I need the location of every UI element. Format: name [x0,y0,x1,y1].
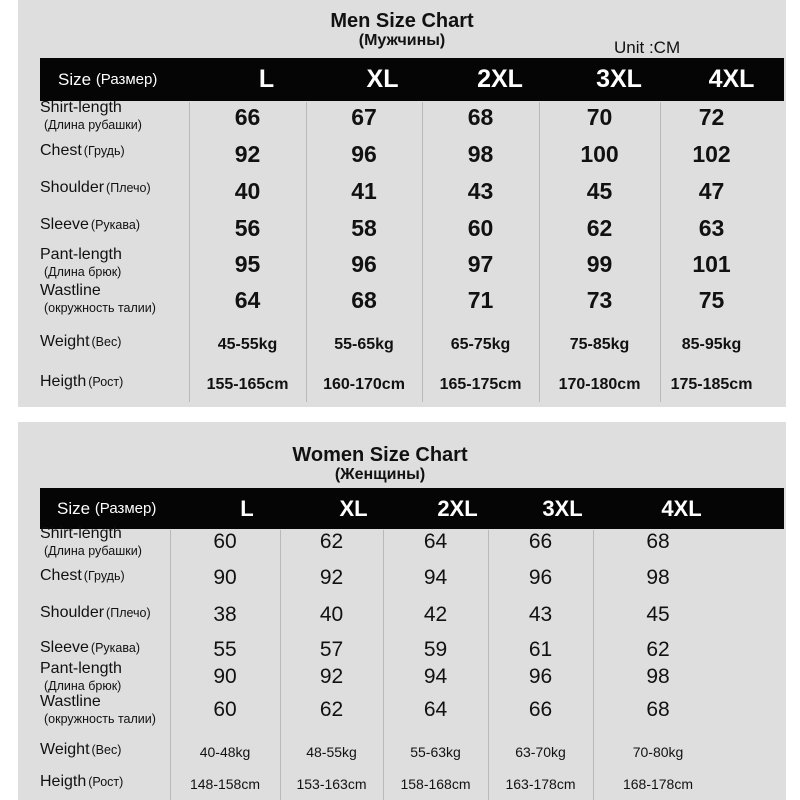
women-table-cell: 98 [646,566,670,589]
men-size-3xl: 3XL [596,65,642,93]
women-row-label [40,694,156,728]
men-row-label-ru: (Длина брюк) [44,264,122,279]
women-size-label: Size [57,498,91,518]
women-header-row [40,488,784,529]
men-row-label-ru: (Рост) [88,375,124,389]
women-table-cell: 62 [646,638,670,661]
men-table-cell: 62 [586,215,613,241]
men-table-cell: 56 [234,215,261,241]
men-row-label-ru: (Плечо) [106,181,151,195]
women-table-cell: 64 [423,698,448,721]
women-size-xl: XL [339,495,368,521]
women-table-cell: 60 [213,698,237,721]
men-table-cell: 65-75kg [450,336,511,353]
men-size-4xl: 4XL [708,65,755,93]
women-table-cell: 70-80kg [632,744,684,760]
women-table-cell: 63-70kg [515,744,566,760]
men-table-cell: 43 [467,178,494,204]
women-table-cell: 42 [423,603,448,626]
women-row-label [40,774,123,791]
men-table-cell: 155-165cm [206,376,289,393]
women-row-label-en: Chest [40,567,82,584]
men-size-label: Size [58,69,92,89]
women-size-2xl: 2XL [437,495,478,521]
women-row-label-en: Shirt-length [40,525,122,542]
men-table-cell: 40 [234,178,261,204]
women-table-cell: 168-178cm [622,776,694,792]
men-table-cell: 63 [698,215,725,241]
men-table-cell: 71 [467,287,494,313]
men-table-cell: 96 [351,251,377,277]
men-table-cell: 102 [692,141,731,167]
women-table-cell: 55 [213,638,237,661]
men-row-label-ru: (Грудь) [83,144,125,158]
men-table-cell: 41 [351,178,377,204]
women-table-cell: 98 [646,665,670,688]
men-row-label-en: Shirt-length [40,99,122,116]
men-row-label-ru: (Длина рубашки) [44,117,142,132]
women-table-cell: 92 [319,566,344,589]
men-table-cell: 64 [234,287,261,313]
women-row-label [40,742,121,759]
men-row-label-ru: (Вес) [91,335,122,349]
men-table-cell: 55-65kg [334,336,394,353]
women-row-label-ru: (Длина брюк) [44,678,122,693]
men-table-cell: 95 [234,251,261,277]
men-size-xl: XL [366,65,399,93]
women-table-cell: 92 [319,665,344,688]
men-row-label [40,143,125,160]
men-row-label-en: Wastline [40,282,101,299]
men-table-cell: 99 [586,251,613,277]
women-row-label [40,526,142,560]
men-row-label [40,247,122,281]
men-table-cell: 85-95kg [681,336,742,353]
men-row-label [40,100,142,134]
women-table-cell: 158-168cm [400,776,471,792]
women-size-3xl: 3XL [542,495,583,521]
men-table-cell: 73 [586,287,613,313]
men-row-label-en: Weight [40,333,90,350]
women-row-label-en: Weight [40,741,90,758]
men-table-cell: 66 [234,104,261,130]
men-row-label [40,217,140,234]
women-table-cell: 38 [213,603,237,626]
women-table-cell: 45 [646,603,670,626]
men-row-label-en: Chest [40,142,82,159]
men-table-cell: 67 [351,104,377,130]
men-table-cell: 97 [467,251,494,277]
men-row-label-en: Sleeve [40,216,89,233]
men-table-cell: 101 [692,251,731,277]
men-row-label-en: Shoulder [40,179,105,196]
men-size-label-ru: (Размер) [95,71,158,88]
men-table-cell: 175-185cm [670,376,753,393]
men-table-cell: 45 [586,178,613,204]
women-table-cell: 40 [319,603,344,626]
men-header-row [40,58,784,101]
women-row-label-en: Sleeve [40,639,89,656]
men-table-cell: 75 [698,287,725,313]
women-row-label-ru: (Грудь) [83,569,125,583]
women-table-cell: 90 [213,665,237,688]
men-row-label-en: Heigth [40,373,87,390]
women-table-cell: 153-163cm [296,776,367,792]
men-table-cell: 170-180cm [558,376,641,393]
women-table-cell: 60 [213,530,237,553]
women-table-cell: 68 [646,530,670,553]
women-table-cell: 163-178cm [505,776,576,792]
women-row-label-en: Wastline [40,693,101,710]
men-table-cell: 100 [580,141,619,167]
women-table-cell: 96 [528,566,553,589]
men-table-cell: 160-170cm [323,376,405,393]
women-size-header [57,488,156,529]
women-row-label-en: Heigth [40,773,87,790]
men-table-cell: 92 [234,141,261,167]
men-chart-subtitle: (Мужчины) [358,32,446,49]
men-size-header [58,58,157,101]
men-table-cell: 72 [698,104,725,130]
women-row-label [40,568,125,585]
women-table-cell: 43 [528,603,553,626]
women-chart-subtitle: (Женщины) [334,466,426,483]
women-table-cell: 66 [528,698,553,721]
men-table-cell: 96 [351,141,377,167]
men-table-cell: 60 [467,215,494,241]
men-table-cell: 47 [698,178,725,204]
women-row-label-en: Shoulder [40,604,105,621]
women-table-cell: 62 [319,530,344,553]
men-table-cell: 70 [586,104,613,130]
women-row-label [40,605,151,622]
men-row-label-ru: (окружность талии) [44,300,156,315]
women-chart-title: Women Size Chart [292,444,468,466]
men-size-l: L [258,65,275,93]
women-table-cell: 61 [528,638,553,661]
men-table-cell: 98 [467,141,494,167]
women-size-4xl: 4XL [661,495,702,521]
men-size-chart-panel [18,0,786,407]
women-table-cell: 90 [213,566,237,589]
men-row-label [40,283,156,317]
women-row-label-ru: (Рукава) [90,641,140,655]
women-table-cell: 96 [528,665,553,688]
women-table-cell: 62 [319,698,344,721]
men-unit-label: Unit :CM [614,38,681,57]
men-size-2xl: 2XL [477,65,523,93]
women-table-cell: 94 [423,566,448,589]
women-size-l: L [240,495,254,521]
women-row-label-en: Pant-length [40,660,122,677]
men-table-cell: 165-175cm [439,376,522,393]
men-table-cell: 68 [351,287,377,313]
women-table-cell: 64 [423,530,448,553]
men-table-cell: 45-55kg [217,336,278,353]
men-chart-title: Men Size Chart [330,10,474,32]
women-table-cell: 66 [528,530,553,553]
women-row-label-ru: (Плечо) [106,606,151,620]
women-table-cell: 148-158cm [189,776,261,792]
men-row-label [40,180,151,197]
men-table-cell: 58 [351,215,377,241]
women-table-cell: 59 [423,638,448,661]
women-table-cell: 40-48kg [199,744,251,760]
men-row-label [40,334,121,351]
men-row-label-ru: (Рукава) [90,218,140,232]
women-row-label-ru: (Длина рубашки) [44,543,142,558]
women-size-chart-panel [18,422,786,800]
men-table-cell: 75-85kg [569,336,630,353]
women-row-label-ru: (Вес) [91,743,122,757]
women-table-cell: 48-55kg [306,744,357,760]
women-table-cell: 94 [423,665,448,688]
women-table-cell: 57 [319,638,344,661]
women-row-label [40,640,140,657]
men-table-cell: 68 [467,104,494,130]
women-size-label-ru: (Размер) [94,500,157,517]
women-row-label [40,661,122,695]
women-table-cell: 68 [646,698,670,721]
women-row-label-ru: (окружность талии) [44,711,156,726]
women-row-label-ru: (Рост) [88,775,124,789]
men-row-label [40,374,123,391]
women-table-cell: 55-63kg [410,744,461,760]
men-row-label-en: Pant-length [40,246,122,263]
